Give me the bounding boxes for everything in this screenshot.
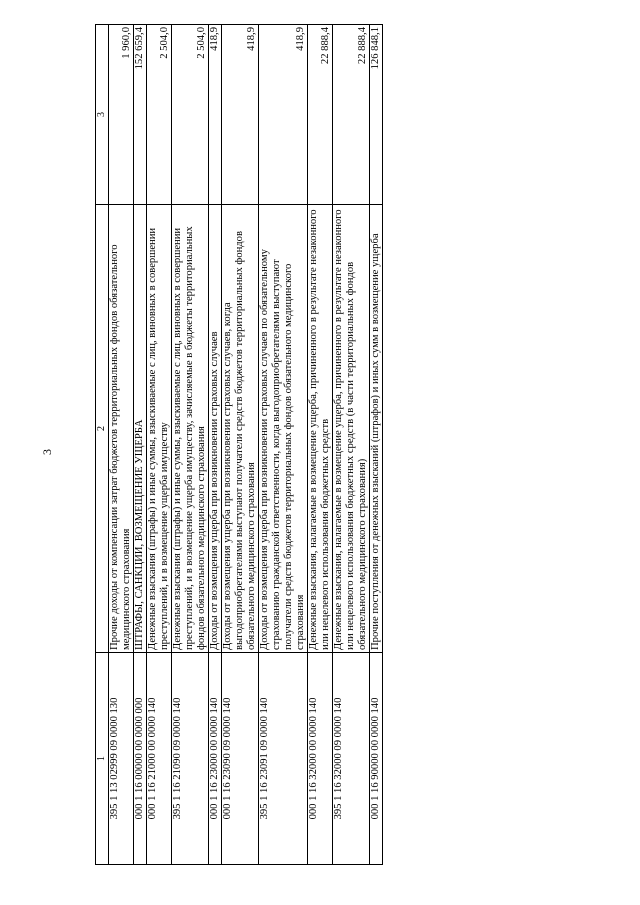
table-row: [209, 25, 222, 865]
amount-cell: 2 504,0: [172, 25, 209, 205]
description-cell: Доходы от возмещения ущерба при возникновении страховых случаев: [209, 205, 222, 653]
code-cell: 000 1 16 32000 00 0000 140: [308, 653, 333, 865]
revenue-table: [95, 24, 383, 865]
description-cell: Доходы от возмещения ущерба при возникновении страховых случаев, когда выгодоприобретателями выступают получатели средств бюджетов территориальных фондов обязательного медицинского страхования: [222, 205, 259, 653]
table-row: [147, 25, 172, 865]
rotated-page: [95, 25, 585, 865]
code-cell: 395 1 16 21090 09 0000 140: [172, 653, 209, 865]
code-cell: 000 1 16 23000 00 0000 140: [209, 653, 222, 865]
amount-cell: 22 888,4: [308, 25, 333, 205]
column-header-3: 3: [96, 25, 109, 205]
header-row: [96, 25, 109, 865]
table-row: [308, 25, 333, 865]
amount-cell: 22 888,4: [333, 25, 370, 205]
description-cell: Денежные взыскания (штрафы) и иные суммы, взыскиваемые с лиц, виновных в совершении преступлений, и в возмещение ущерба имуществу, зачисляемые в бюджеты территориальных фондов обязательного медицинского страхования: [172, 205, 209, 653]
column-header-2: 2: [96, 205, 109, 653]
page-number: 3: [40, 449, 54, 455]
code-cell: 000 1 16 23090 09 0000 140: [222, 653, 259, 865]
code-cell: 000 1 16 00000 00 0000 000: [134, 653, 147, 865]
description-cell: Денежные взыскания, налагаемые в возмещение ущерба, причиненного в результате незаконного или нецелевого использования бюджетных средств: [308, 205, 333, 653]
description-cell: Денежные взыскания (штрафы) и иные суммы, взыскиваемые с лиц, виновных в совершении преступлений, и в возмещение ущерба имуществу: [147, 205, 172, 653]
description-cell: Доходы от возмещения ущерба при возникновении страховых случаев по обязательному страхованию гражданской ответственности, когда выгодоприобретателями выступают получатели средств бюджетов территориальных фондов обязательного медицинского страхования: [259, 205, 308, 653]
code-cell: 000 1 16 21000 00 0000 140: [147, 653, 172, 865]
code-cell: 000 1 16 90000 00 0000 140: [370, 653, 383, 865]
amount-cell: 418,9: [222, 25, 259, 205]
table-row: [222, 25, 259, 865]
description-cell: ШТРАФЫ, САНКЦИИ, ВОЗМЕЩЕНИЕ УЩЕРБА: [134, 205, 147, 653]
amount-cell: 418,9: [209, 25, 222, 205]
table-row: [333, 25, 370, 865]
table-row: [370, 25, 383, 865]
amount-cell: 2 504,0: [147, 25, 172, 205]
amount-cell: 126 848,1: [370, 25, 383, 205]
amount-cell: 152 659,4: [134, 25, 147, 205]
table-row: [134, 25, 147, 865]
code-cell: 395 1 16 23091 09 0000 140: [259, 653, 308, 865]
code-cell: 395 1 13 02999 09 0000 130: [109, 653, 134, 865]
description-cell: Денежные взыскания, налагаемые в возмещение ущерба, причиненного в результате незаконного или нецелевого использования бюджетных средств (в части территориальных фондов обязательного медицинского страхования): [333, 205, 370, 653]
table-row: [109, 25, 134, 865]
table-row: [172, 25, 209, 865]
column-header-1: 1: [96, 653, 109, 865]
amount-cell: 418,9: [259, 25, 308, 205]
description-cell: Прочие поступления от денежных взысканий (штрафов) и иных сумм в возмещение ущерба: [370, 205, 383, 653]
amount-cell: 1 960,0: [109, 25, 134, 205]
description-cell: Прочие доходы от компенсации затрат бюджетов территориальных фондов обязательного медицинского страхования: [109, 205, 134, 653]
table-row: [259, 25, 308, 865]
code-cell: 395 1 16 32000 09 0000 140: [333, 653, 370, 865]
